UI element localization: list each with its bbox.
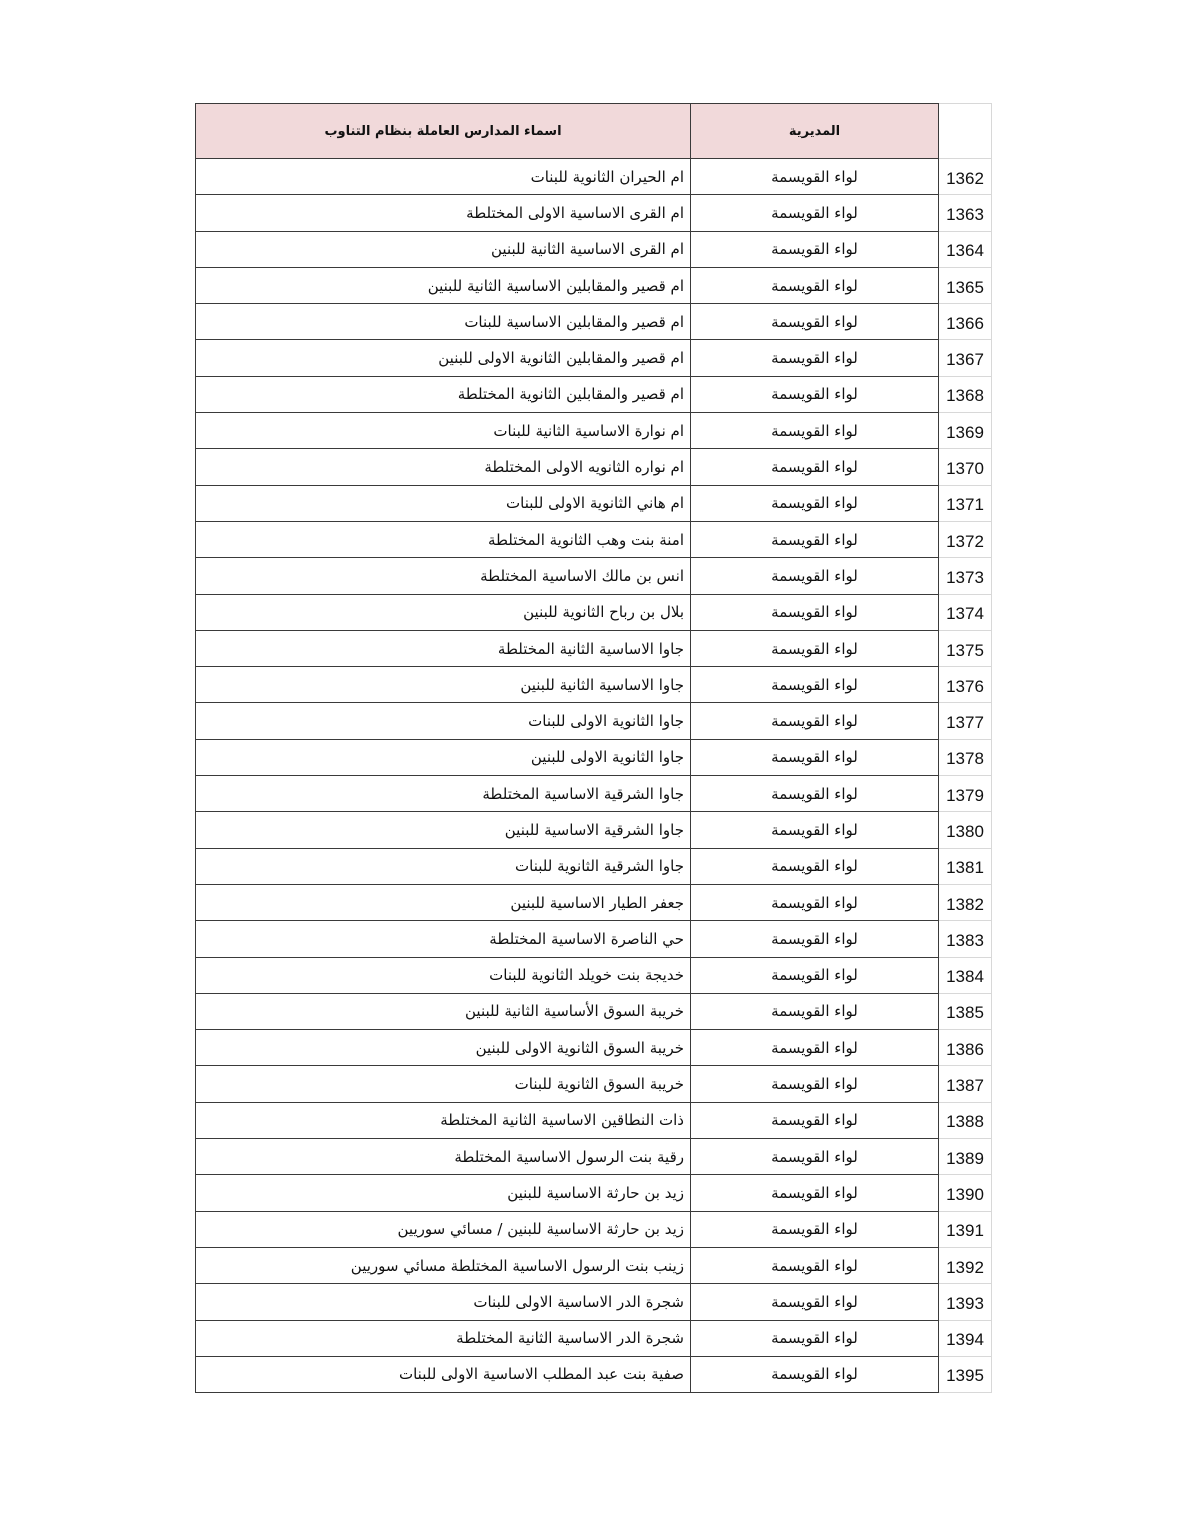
school-name-cell: امنة بنت وهب الثانوية المختلطة [196,521,691,557]
directorate-cell: لواء القويسمة [691,630,939,666]
directorate-cell: لواء القويسمة [691,485,939,521]
row-number-cell: 1377 [939,703,992,739]
school-name-cell: شجرة الدر الاساسية الاولى للبنات [196,1284,691,1320]
table-row [196,267,992,303]
table-row [196,521,992,557]
table-row [196,304,992,340]
directorate-cell: لواء القويسمة [691,1356,939,1392]
table-row [196,413,992,449]
school-name-cell: ام الحيران الثانوية للبنات [196,159,691,195]
directorate-cell: لواء القويسمة [691,594,939,630]
row-number-cell: 1385 [939,993,992,1029]
directorate-cell: لواء القويسمة [691,267,939,303]
row-number-cell: 1375 [939,630,992,666]
row-number-cell: 1381 [939,848,992,884]
row-number-cell: 1371 [939,485,992,521]
table-row [196,195,992,231]
table-row [196,848,992,884]
directorate-cell: لواء القويسمة [691,159,939,195]
table-row [196,449,992,485]
directorate-cell: لواء القويسمة [691,993,939,1029]
table-row [196,884,992,920]
school-name-cell: ذات النطاقين الاساسية الثانية المختلطة [196,1102,691,1138]
row-number-cell: 1386 [939,1030,992,1066]
row-number-cell: 1395 [939,1356,992,1392]
row-number-cell: 1374 [939,594,992,630]
directorate-cell: لواء القويسمة [691,884,939,920]
table-row [196,1211,992,1247]
header-directorate: المديرية [691,104,939,159]
school-name-cell: ام القرى الاساسية الثانية للبنين [196,231,691,267]
row-number-cell: 1384 [939,957,992,993]
school-name-cell: خريبة السوق الثانوية للبنات [196,1066,691,1102]
table-row [196,739,992,775]
table-row [196,485,992,521]
directorate-cell: لواء القويسمة [691,340,939,376]
row-number-cell: 1365 [939,267,992,303]
school-name-cell: خديجة بنت خويلد الثانوية للبنات [196,957,691,993]
table-row [196,1030,992,1066]
directorate-cell: لواء القويسمة [691,304,939,340]
row-number-cell: 1392 [939,1247,992,1283]
directorate-cell: لواء القويسمة [691,739,939,775]
table-row [196,776,992,812]
directorate-cell: لواء القويسمة [691,848,939,884]
header-school-names: اسماء المدارس العاملة بنظام التناوب [196,104,691,159]
row-number-cell: 1366 [939,304,992,340]
directorate-cell: لواء القويسمة [691,1030,939,1066]
school-name-cell: خريبة السوق الثانوية الاولى للبنين [196,1030,691,1066]
directorate-cell: لواء القويسمة [691,1102,939,1138]
row-number-cell: 1388 [939,1102,992,1138]
row-number-cell: 1367 [939,340,992,376]
school-name-cell: بلال بن رباح الثانوية للبنين [196,594,691,630]
table-row [196,594,992,630]
row-number-cell: 1390 [939,1175,992,1211]
directorate-cell: لواء القويسمة [691,703,939,739]
row-number-cell: 1378 [939,739,992,775]
school-name-cell: ام قصير والمقابلين الاساسية للبنات [196,304,691,340]
directorate-cell: لواء القويسمة [691,776,939,812]
schools-table [195,103,992,1393]
directorate-cell: لواء القويسمة [691,1284,939,1320]
directorate-cell: لواء القويسمة [691,1211,939,1247]
school-name-cell: جاوا الشرقية الاساسية للبنين [196,812,691,848]
table-row [196,703,992,739]
school-name-cell: جاوا الثانوية الاولى للبنين [196,739,691,775]
school-name-cell: ام نواره الثانويه الاولى المختلطة [196,449,691,485]
row-number-cell: 1380 [939,812,992,848]
row-number-cell: 1379 [939,776,992,812]
directorate-cell: لواء القويسمة [691,449,939,485]
row-number-cell: 1376 [939,667,992,703]
schools-table-sheet [195,103,992,1393]
table-row [196,340,992,376]
school-name-cell: ام القرى الاساسية الاولى المختلطة [196,195,691,231]
table-row [196,921,992,957]
school-name-cell: جاوا الشرقية الثانوية للبنات [196,848,691,884]
table-body [196,159,992,1393]
row-number-cell: 1370 [939,449,992,485]
directorate-cell: لواء القويسمة [691,558,939,594]
directorate-cell: لواء القويسمة [691,921,939,957]
row-number-cell: 1364 [939,231,992,267]
table-row [196,376,992,412]
table-row [196,1284,992,1320]
directorate-cell: لواء القويسمة [691,1247,939,1283]
header-number [939,104,992,159]
table-row [196,812,992,848]
school-name-cell: ام قصير والمقابلين الاساسية الثانية للبنين [196,267,691,303]
directorate-cell: لواء القويسمة [691,413,939,449]
row-number-cell: 1387 [939,1066,992,1102]
row-number-cell: 1362 [939,159,992,195]
row-number-cell: 1373 [939,558,992,594]
school-name-cell: رقية بنت الرسول الاساسية المختلطة [196,1139,691,1175]
table-row [196,667,992,703]
school-name-cell: جاوا الشرقية الاساسية المختلطة [196,776,691,812]
table-row [196,957,992,993]
school-name-cell: خريبة السوق الأساسية الثانية للبنين [196,993,691,1029]
directorate-cell: لواء القويسمة [691,957,939,993]
school-name-cell: جاوا الاساسية الثانية المختلطة [196,630,691,666]
school-name-cell: صفية بنت عبد المطلب الاساسية الاولى للبنات [196,1356,691,1392]
table-row [196,1139,992,1175]
row-number-cell: 1393 [939,1284,992,1320]
school-name-cell: جاوا الاساسية الثانية للبنين [196,667,691,703]
directorate-cell: لواء القويسمة [691,1175,939,1211]
directorate-cell: لواء القويسمة [691,1066,939,1102]
table-row [196,159,992,195]
table-row [196,1356,992,1392]
row-number-cell: 1369 [939,413,992,449]
header-row [196,104,992,159]
school-name-cell: زيد بن حارثة الاساسية للبنين / مسائي سوريين [196,1211,691,1247]
school-name-cell: جعفر الطيار الاساسية للبنين [196,884,691,920]
row-number-cell: 1394 [939,1320,992,1356]
row-number-cell: 1383 [939,921,992,957]
directorate-cell: لواء القويسمة [691,521,939,557]
school-name-cell: ام هاني الثانوية الاولى للبنات [196,485,691,521]
school-name-cell: زيد بن حارثة الاساسية للبنين [196,1175,691,1211]
directorate-cell: لواء القويسمة [691,1320,939,1356]
school-name-cell: زينب بنت الرسول الاساسية المختلطة مسائي سوريين [196,1247,691,1283]
school-name-cell: شجرة الدر الاساسية الثانية المختلطة [196,1320,691,1356]
directorate-cell: لواء القويسمة [691,812,939,848]
table-row [196,231,992,267]
row-number-cell: 1363 [939,195,992,231]
table-row [196,1175,992,1211]
table-row [196,1102,992,1138]
directorate-cell: لواء القويسمة [691,376,939,412]
table-row [196,630,992,666]
school-name-cell: ام نوارة الاساسية الثانية للبنات [196,413,691,449]
directorate-cell: لواء القويسمة [691,1139,939,1175]
table-row [196,1066,992,1102]
row-number-cell: 1372 [939,521,992,557]
directorate-cell: لواء القويسمة [691,667,939,703]
school-name-cell: جاوا الثانوية الاولى للبنات [196,703,691,739]
row-number-cell: 1382 [939,884,992,920]
table-row [196,558,992,594]
school-name-cell: حي الناصرة الاساسية المختلطة [196,921,691,957]
table-row [196,1247,992,1283]
school-name-cell: انس بن مالك الاساسية المختلطة [196,558,691,594]
directorate-cell: لواء القويسمة [691,195,939,231]
directorate-cell: لواء القويسمة [691,231,939,267]
school-name-cell: ام قصير والمقابلين الثانوية الاولى للبنين [196,340,691,376]
table-row [196,993,992,1029]
table-row [196,1320,992,1356]
row-number-cell: 1389 [939,1139,992,1175]
school-name-cell: ام قصير والمقابلين الثانوية المختلطة [196,376,691,412]
row-number-cell: 1368 [939,376,992,412]
row-number-cell: 1391 [939,1211,992,1247]
